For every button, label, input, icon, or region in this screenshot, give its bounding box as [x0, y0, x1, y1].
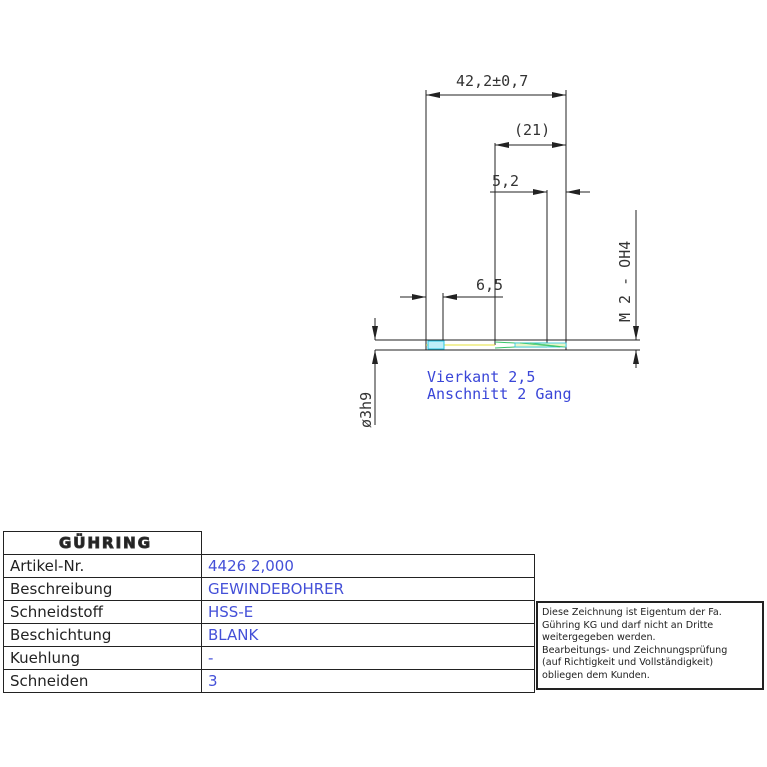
- row-value: GEWINDEBOHRER: [202, 578, 535, 601]
- row-value: -: [202, 647, 535, 670]
- guehring-logo: GÜHRING: [4, 532, 202, 555]
- dim-52-label: 5,2: [492, 172, 520, 190]
- square-drive-note: Vierkant 2,5: [427, 368, 536, 386]
- ownership-disclaimer: [536, 601, 764, 690]
- disclaimer-line: Gühring KG und darf nicht an Dritte: [542, 619, 714, 631]
- dim-65-label: 6,5: [476, 276, 504, 294]
- chamfer-note: Anschnitt 2 Gang: [427, 385, 572, 403]
- title-block-table: [3, 531, 535, 693]
- row-value: 3: [202, 670, 535, 693]
- disclaimer-line: Diese Zeichnung ist Eigentum der Fa.: [542, 607, 722, 618]
- table-row: [4, 624, 535, 647]
- disclaimer-line: (auf Richtigkeit und Vollständigkeit): [542, 657, 714, 669]
- tap-body: [426, 340, 566, 350]
- table-row: [4, 555, 535, 578]
- logo-row: [4, 532, 535, 555]
- row-value: 4426 2,000: [202, 555, 535, 578]
- disclaimer-line: weitergegeben werden.: [542, 632, 656, 644]
- row-label: Artikel-Nr.: [4, 555, 202, 578]
- row-label: Beschichtung: [4, 624, 202, 647]
- row-label: Kuehlung: [4, 647, 202, 670]
- table-row: [4, 670, 535, 693]
- disclaimer-line: obliegen dem Kunden.: [542, 669, 650, 681]
- row-value: HSS-E: [202, 601, 535, 624]
- row-label: Schneidstoff: [4, 601, 202, 624]
- extension-lines: [375, 90, 640, 350]
- dim-total-label: 42,2±0,7: [456, 72, 529, 90]
- row-label: Schneiden: [4, 670, 202, 693]
- table-row: [4, 578, 535, 601]
- square-drive: [428, 341, 444, 349]
- disclaimer-line: Bearbeitungs- und Zeichnungsprüfung: [542, 644, 728, 656]
- thread-label: M 2 - OH4: [616, 240, 634, 322]
- table-row: [4, 601, 535, 624]
- shank-dia-label: ø3h9: [357, 391, 375, 428]
- row-value: BLANK: [202, 624, 535, 647]
- dim-21-label: (21): [514, 121, 551, 139]
- row-label: Beschreibung: [4, 578, 202, 601]
- table-row: [4, 647, 535, 670]
